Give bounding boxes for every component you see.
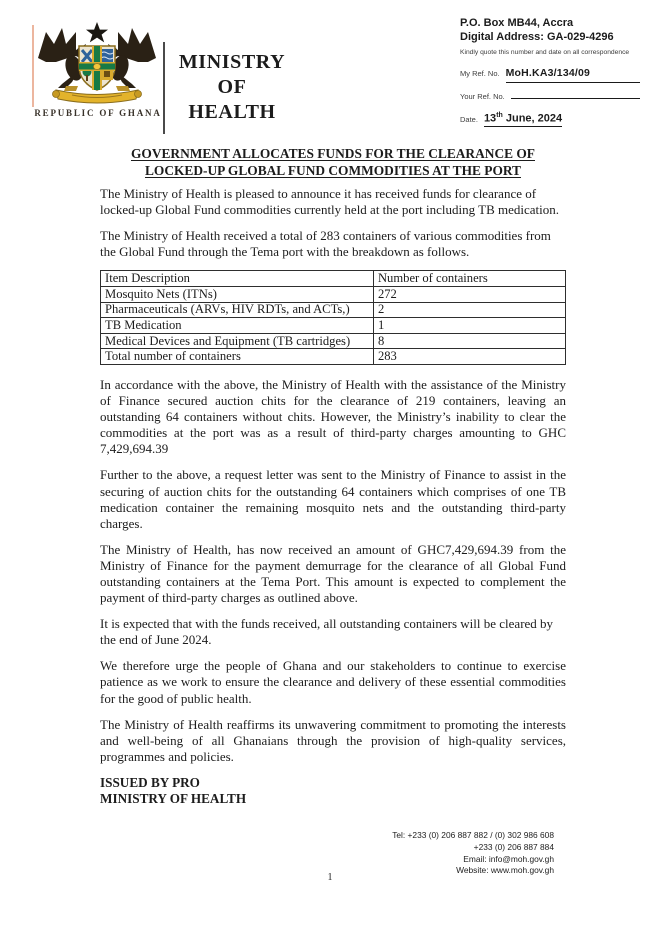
table-cell-count: 272	[373, 286, 565, 302]
issued-by: ISSUED BY PRO	[100, 774, 200, 790]
table-cell-item: Mosquito Nets (ITNs)	[101, 286, 374, 302]
table-row	[101, 286, 566, 302]
my-ref-underline	[506, 63, 640, 83]
table-cell-item: Medical Devices and Equipment (TB cartridges)	[101, 333, 374, 349]
ghana-coat-of-arms-icon	[32, 22, 162, 110]
date-value	[484, 112, 562, 127]
table-row	[101, 318, 566, 334]
my-ref-row	[460, 63, 640, 83]
footer-contact	[392, 830, 554, 877]
letterhead-divider	[163, 42, 165, 134]
issuing-ministry: MINISTRY OF HEALTH	[100, 791, 247, 807]
digital-address: Digital Address: GA-029-4296	[460, 31, 614, 43]
paragraph-5: The Ministry of Health, has now received an amount of GHC7,429,694.39 from the Ministry of Finance for the payment demurrage for the clearance of all Global Fund outstanding containers at the Tema Port. This amount is expected to complement the payment of third-party charges as outlined above.	[100, 541, 566, 606]
table-row	[101, 302, 566, 318]
table-cell-count: 8	[373, 333, 565, 349]
po-box: P.O. Box MB44, Accra	[460, 17, 574, 29]
my-ref-label: My Ref. No.	[460, 69, 500, 78]
paragraph-4: Further to the above, a request letter was sent to the Ministry of Finance to assist in the securing of auction chits for the outstanding 64 containers which comprises of one TB medication container the remaining mosquito nets and the outstanding third-party charges.	[100, 467, 566, 531]
title-line2: LOCKED-UP GLOBAL FUND COMMODITIES AT THE PORT	[144, 162, 521, 178]
your-ref-row	[460, 90, 640, 101]
quote-note: Kindly quote this number and date on all correspondence	[460, 49, 630, 56]
title-line1: GOVERNMENT ALLOCATES FUNDS FOR THE CLEARANCE OF	[130, 146, 535, 161]
table-row	[101, 349, 566, 365]
date-ordinal: th	[496, 112, 503, 119]
page-number: 1	[327, 872, 333, 883]
table-cell-item: Total number of containers	[101, 349, 374, 365]
table-row	[101, 333, 566, 349]
date-rest: June, 2024	[502, 112, 563, 125]
paragraph-8: The Ministry of Health reaffirms its unwavering commitment to promoting the interests and well-being of all Ghanaians through the provision of high-quality services, programmes and policies.	[100, 716, 566, 764]
republic-of-ghana-label: REPUBLIC OF GHANA	[34, 108, 162, 118]
date-label: Date.	[460, 114, 478, 124]
table-cell-count: 1	[373, 318, 565, 334]
table-header-item: Item Description	[101, 271, 374, 287]
your-ref-underline	[511, 90, 640, 99]
ministry-title	[166, 50, 298, 125]
table-header-count: Number of containers	[373, 271, 565, 287]
document-title	[100, 146, 566, 179]
table-cell-count: 2	[373, 302, 565, 318]
paragraph-2: The Ministry of Health received a total of 283 containers of various commodities from the Global Fund through the Tema port with the breakdown as follows.	[100, 228, 551, 260]
paragraph-1: The Ministry of Health is pleased to announce it has received funds for clearance of locked-up Global Fund commodities currently held at the port including TB medication.	[100, 186, 559, 218]
table-cell-count: 283	[373, 349, 565, 365]
table-cell-item: TB Medication	[101, 318, 374, 334]
ministry-line2: OF	[217, 76, 247, 98]
date-row	[460, 112, 640, 127]
footer-website: Website: www.moh.gov.gh	[456, 865, 554, 876]
paragraph-7: We therefore urge the people of Ghana and our stakeholders to continue to exercise patience as we work to ensure the clearance and delivery of these essential commodities for the good of public health.	[100, 658, 566, 706]
footer-tel1: Tel: +233 (0) 206 887 882 / (0) 302 986 608	[392, 830, 554, 840]
my-ref-value: MoH.KA3/134/09	[505, 67, 591, 79]
table-header-row	[101, 271, 566, 287]
ministry-line3: HEALTH	[188, 101, 276, 123]
paragraph-3: In accordance with the above, the Ministry of Health with the assistance of the Ministry of Finance secured auction chits for the clearance of 219 containers, leaving an outstanding 64 containers without chits. However, the Ministry’s inability to clear the commodities at the port was as a result of third-party charges amounting to GHC 7,429,694.39	[100, 376, 566, 457]
containers-table	[100, 270, 566, 365]
date-day: 13	[483, 112, 497, 125]
ministry-line1: MINISTRY	[178, 51, 286, 73]
letter-body	[100, 146, 566, 808]
footer-tel2: +233 (0) 206 887 884	[473, 841, 554, 852]
table-cell-item: Pharmaceuticals (ARVs, HIV RDTs, and ACTs,)	[101, 302, 374, 318]
footer-email: Email: info@moh.gov.gh	[463, 853, 554, 864]
contact-block	[460, 16, 640, 127]
signature-block	[100, 775, 566, 808]
paragraph-6: It is expected that with the funds received, all outstanding containers will be cleared by the end of June 2024.	[100, 616, 554, 648]
your-ref-label: Your Ref. No.	[460, 92, 505, 101]
